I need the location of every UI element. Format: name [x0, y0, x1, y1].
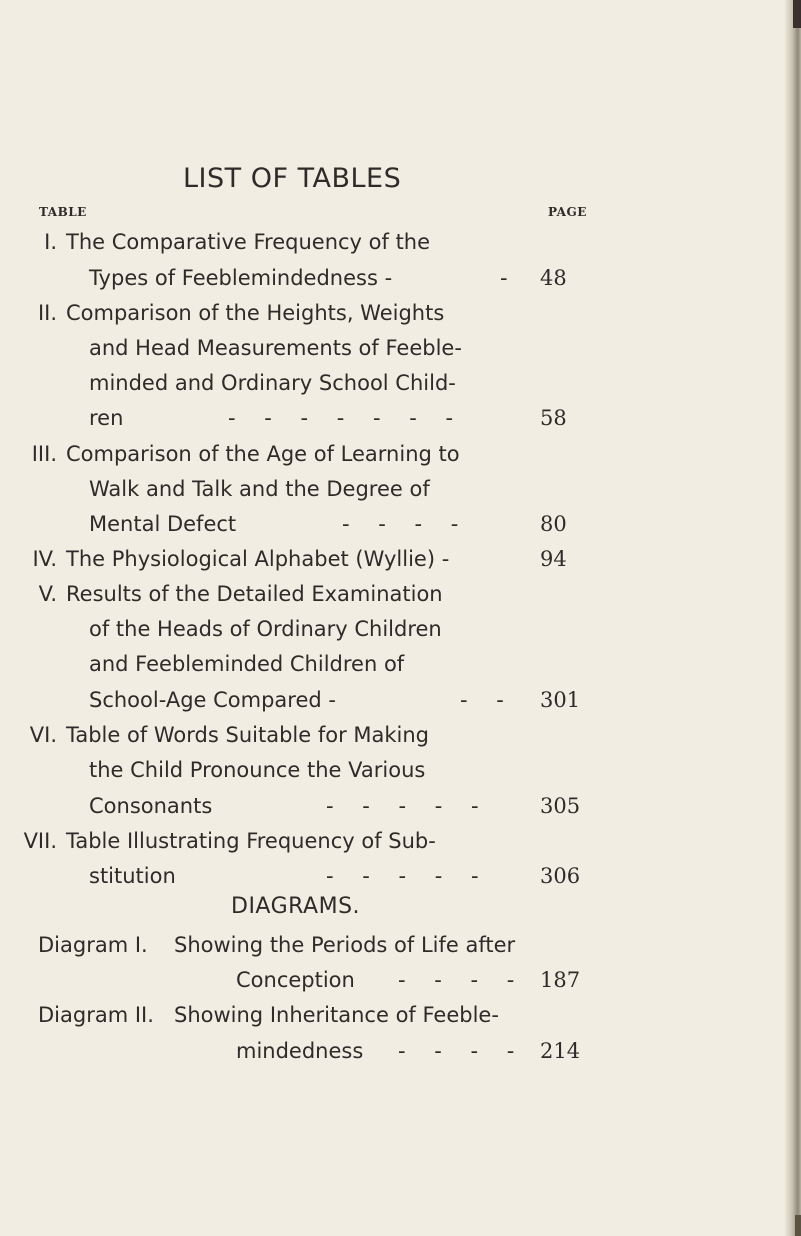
table-numeral: II. — [37, 301, 57, 325]
table-entry-line: of the Heads of Ordinary Children — [89, 617, 442, 641]
table-entry-line: Types of Feeblemindedness - — [89, 266, 393, 290]
leader-dashes: - - - - - — [326, 864, 490, 888]
leader-dashes: - - - - — [398, 1039, 526, 1063]
leader-dashes: - - - - — [398, 968, 526, 992]
table-entry-line: ren — [89, 406, 124, 430]
page-number: 214 — [540, 1039, 581, 1063]
column-header-page: PAGE — [548, 205, 587, 219]
table-entry-line: the Child Pronounce the Various — [89, 758, 426, 782]
leader-dashes: - - — [460, 688, 515, 712]
table-entry-line: Mental Defect — [89, 512, 237, 536]
page-number: 187 — [540, 968, 581, 992]
page-edge — [785, 0, 801, 1236]
diagram-label: Diagram I. — [38, 933, 148, 957]
page-title: LIST OF TABLES — [183, 163, 402, 194]
page-number: 58 — [540, 406, 567, 430]
table-numeral: VI. — [29, 723, 57, 747]
diagram-label: Diagram II. — [38, 1003, 154, 1027]
page-edge-mark — [795, 1215, 801, 1236]
diagram-entry-line: mindedness — [236, 1039, 364, 1063]
table-entry-line: stitution — [89, 864, 176, 888]
table-entry-line: minded and Ordinary School Child- — [89, 371, 456, 395]
diagram-entry-line: Conception — [236, 968, 355, 992]
page-edge-mark — [793, 0, 801, 28]
diagram-entry-line: Showing Inheritance of Feeble- — [174, 1003, 499, 1027]
page-number: 306 — [540, 864, 581, 888]
column-header-table: TABLE — [39, 205, 87, 219]
table-entry-line: The Physiological Alphabet (Wyllie) - — [66, 547, 450, 571]
table-entry-line: Consonants — [89, 794, 213, 818]
table-entry-line: Results of the Detailed Examination — [66, 582, 443, 606]
table-numeral: VII. — [23, 829, 57, 853]
page-number: 94 — [540, 547, 567, 571]
table-entry-line: Comparison of the Heights, Weights — [66, 301, 445, 325]
table-entry-line: Walk and Talk and the Degree of — [89, 477, 430, 501]
section-title-diagrams: DIAGRAMS. — [231, 894, 361, 919]
table-entry-line: and Head Measurements of Feeble- — [89, 336, 462, 360]
page-number: 80 — [540, 512, 567, 536]
table-numeral: III. — [31, 442, 57, 466]
table-entry-line: Table of Words Suitable for Making — [66, 723, 429, 747]
page-number: 305 — [540, 794, 581, 818]
leader-dashes: - — [500, 266, 508, 290]
table-entry-line: and Feebleminded Children of — [89, 652, 405, 676]
table-entry-line: The Comparative Frequency of the — [66, 230, 431, 254]
table-entry-line: School-Age Compared - — [89, 688, 336, 712]
leader-dashes: - - - - — [342, 512, 470, 536]
diagram-entry-line: Showing the Periods of Life after — [174, 933, 516, 957]
table-entry-line: Comparison of the Age of Learning to — [66, 442, 460, 466]
table-numeral: IV. — [32, 547, 57, 571]
leader-dashes: - - - - - — [326, 794, 490, 818]
table-numeral: V. — [38, 582, 57, 606]
page-number: 48 — [540, 266, 567, 290]
leader-dashes: - - - - - - - — [228, 406, 465, 430]
table-entry-line: Table Illustrating Frequency of Sub- — [66, 829, 436, 853]
table-numeral: I. — [44, 230, 57, 254]
page-number: 301 — [540, 688, 581, 712]
